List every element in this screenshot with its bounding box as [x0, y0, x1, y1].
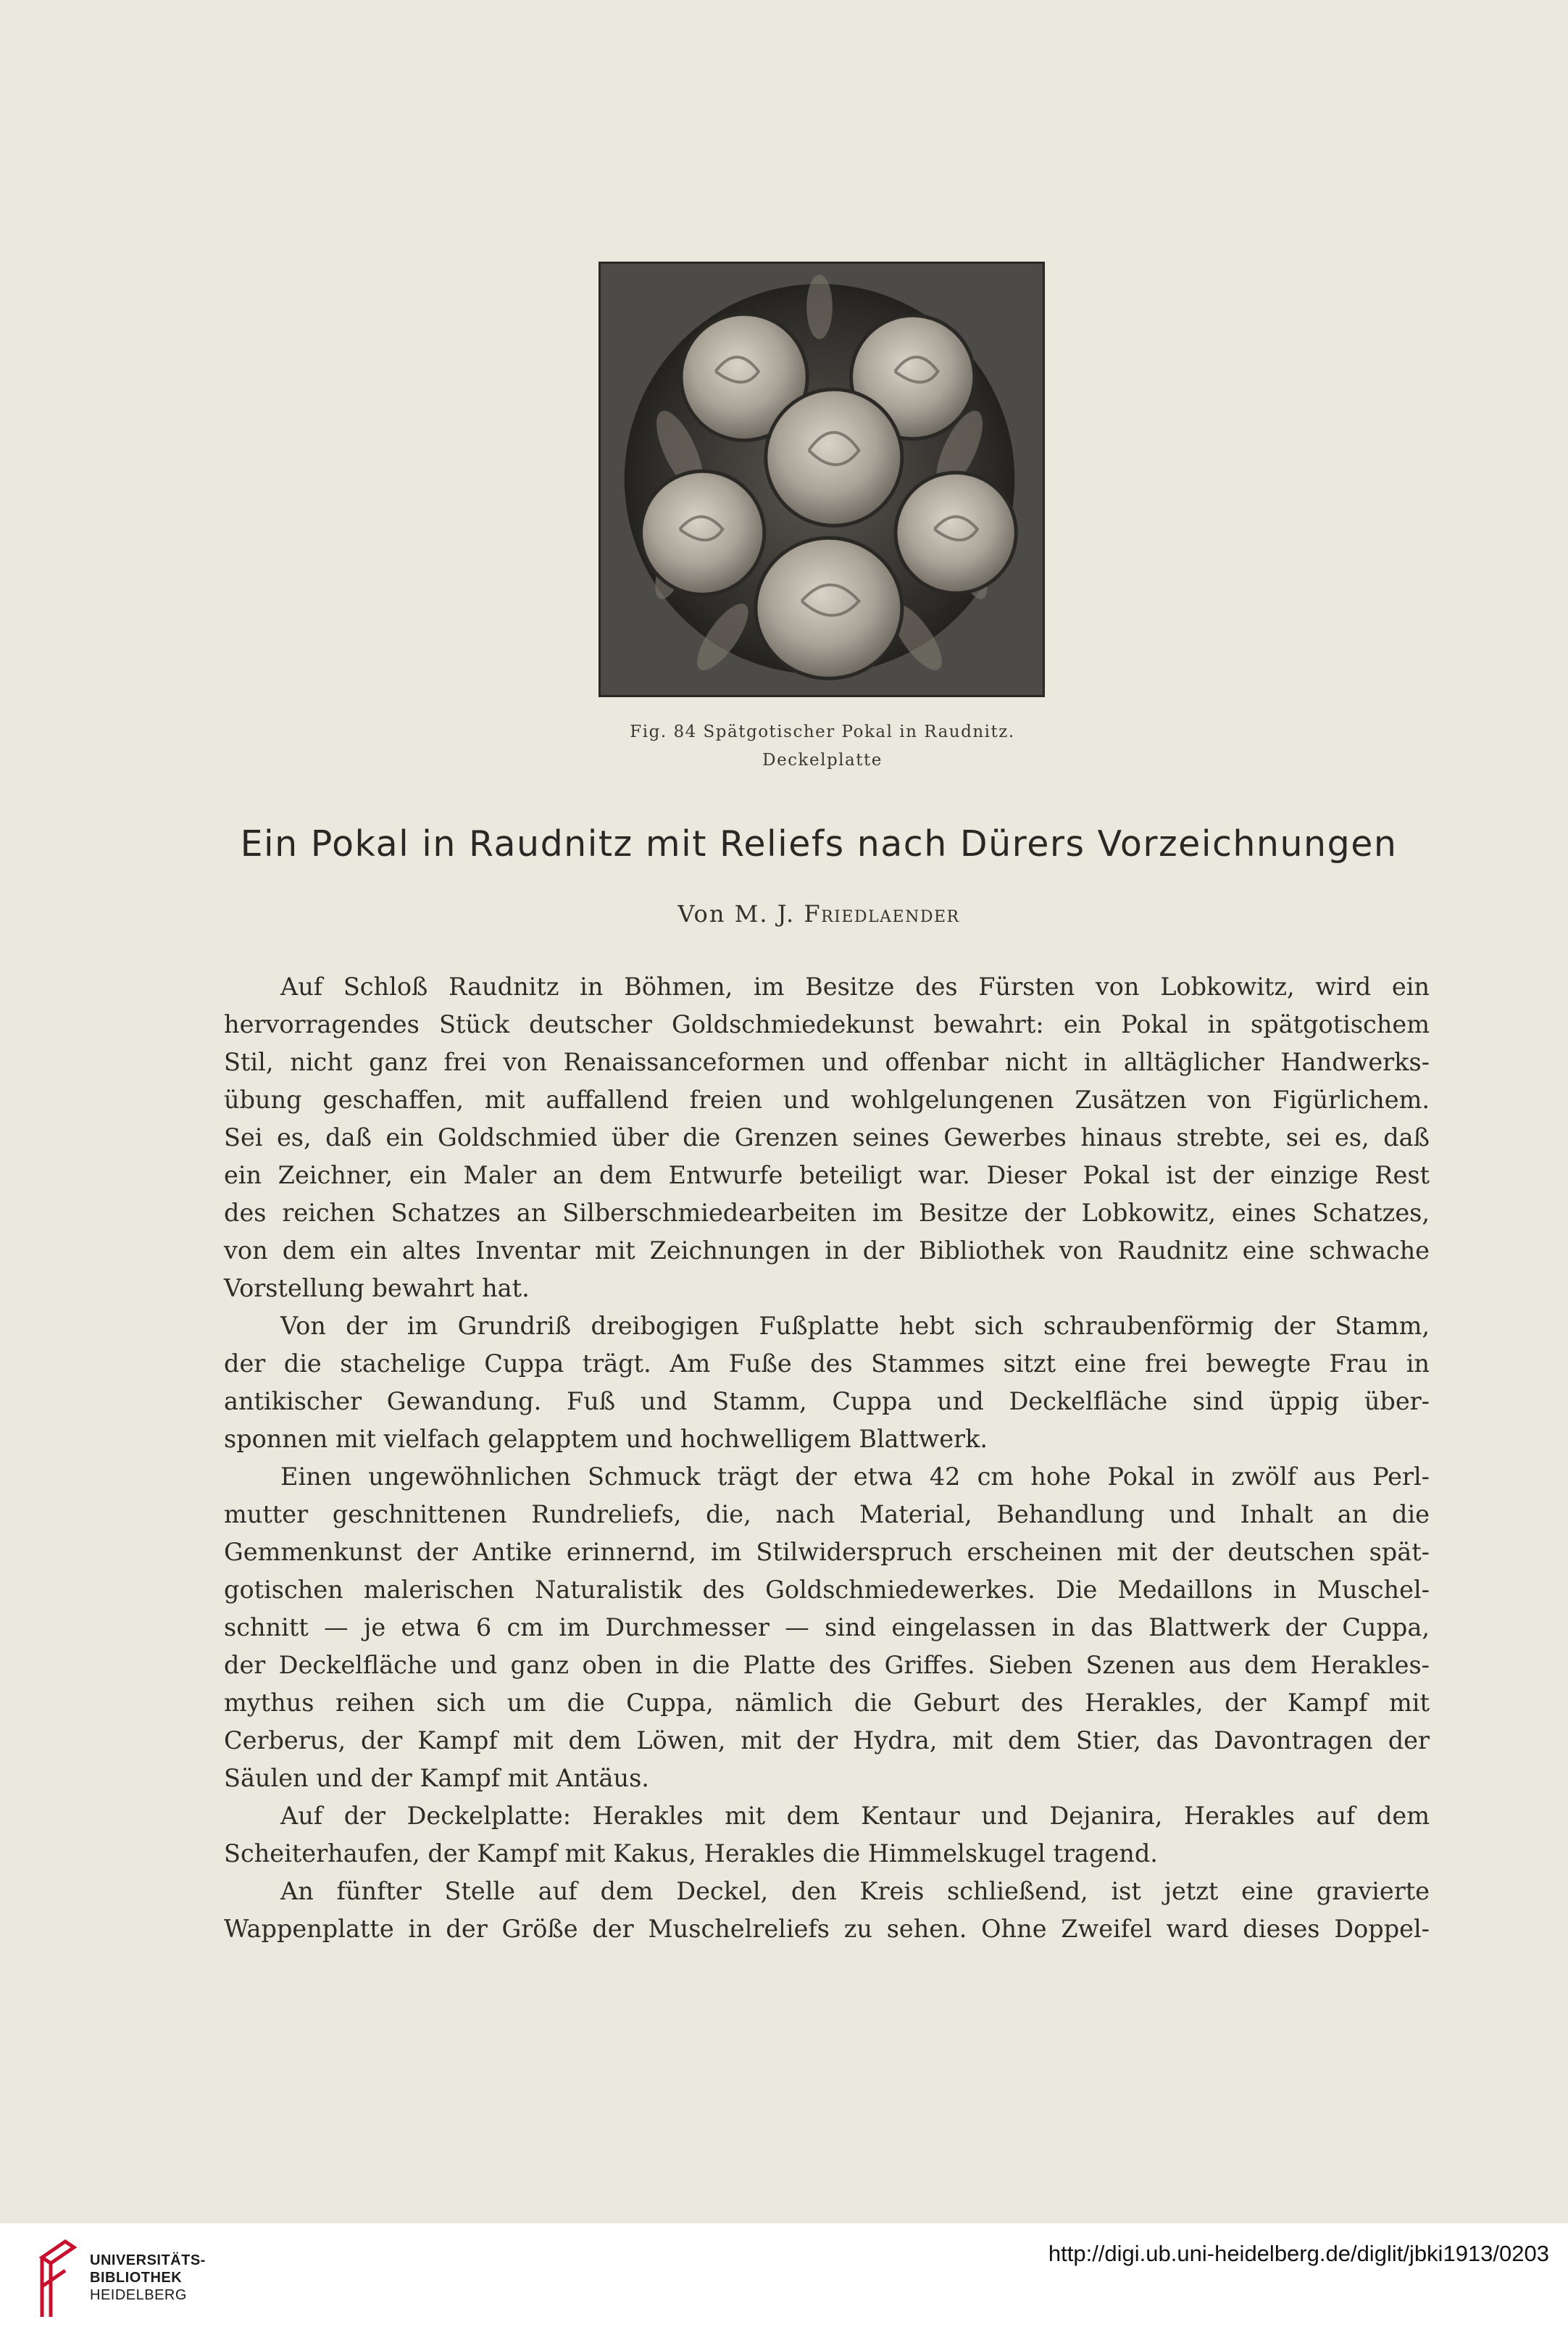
- text-line: hervorragendes Stück deutscher Goldschmiedekunst bewahrt: ein Pokal in spätgotischem: [224, 1010, 1430, 1039]
- text-line: Einen ungewöhnlichen Schmuck trägt der etwa 42 cm hohe Pokal in zwölf aus Perl-: [280, 1462, 1430, 1491]
- text-line: sponnen mit vielfach gelapptem und hochwelligem Blattwerk.: [224, 1425, 988, 1453]
- text-line: Cerberus, der Kampf mit dem Löwen, mit der Hydra, mit dem Stier, das Davontragen der: [224, 1726, 1430, 1755]
- text-line: Auf der Deckelplatte: Herakles mit dem Kentaur und Dejanira, Herakles auf dem: [280, 1802, 1430, 1830]
- text-line: Vorstellung bewahrt hat.: [224, 1274, 530, 1302]
- text-line: Säulen und der Kampf mit Antäus.: [224, 1764, 649, 1792]
- text-line: des reichen Schatzes an Silberschmiedearbeiten im Besitze der Lobkowitz, eines Schatzes,: [224, 1199, 1430, 1227]
- library-name-line2: BIBLIOTHEK: [90, 2270, 183, 2286]
- text-line: Stil, nicht ganz frei von Renaissanceformen und offenbar nicht in alltäglicher Handwerks-: [224, 1048, 1430, 1076]
- figure-cup-lid-photo: [599, 262, 1045, 697]
- text-line: der die stachelige Cuppa trägt. Am Fuße des Stammes sitzt eine frei bewegte Frau in: [224, 1349, 1430, 1378]
- article-byline: [145, 900, 1493, 928]
- text-line: Sei es, daß ein Goldschmied über die Grenzen seines Gewerbes hinaus strebte, sei es, daß: [224, 1123, 1430, 1152]
- figure-caption: Fig. 84 Spätgotischer Pokal in Raudnitz.: [630, 723, 1015, 741]
- text-line: übung geschaffen, mit auffallend freien und wohlgelungenen Zusätzen von Figürlichem.: [224, 1086, 1430, 1114]
- university-library-logo-icon[interactable]: [36, 2236, 80, 2323]
- text-line: der Deckelfläche und ganz oben in die Platte des Griffes. Sieben Szenen aus dem Herakles-: [224, 1651, 1430, 1679]
- text-line: Von der im Grundriß dreibogigen Fußplatte hebt sich schraubenförmig der Stamm,: [280, 1312, 1430, 1340]
- text-line: mutter geschnittenen Rundreliefs, die, nach Material, Behandlung und Inhalt an die: [224, 1500, 1430, 1528]
- library-name: [90, 2252, 206, 2304]
- figure-caption-subtitle: Deckelplatte: [762, 751, 883, 770]
- byline-prefix: Von M. J.: [677, 900, 796, 928]
- text-line: Gemmenkunst der Antike erinnernd, im Stilwiderspruch erscheinen mit der deutschen spät-: [224, 1538, 1430, 1566]
- text-line: gotischen malerischen Naturalistik des Goldschmiedewerkes. Die Medaillons in Muschel-: [224, 1576, 1430, 1604]
- text-line: Scheiterhaufen, der Kampf mit Kakus, Herakles die Himmelskugel tragend.: [224, 1839, 1158, 1868]
- library-name-line1: UNIVERSITÄTS-: [90, 2252, 206, 2268]
- text-line: ein Zeichner, ein Maler an dem Entwurfe beteiligt war. Dieser Pokal ist der einzige Rest: [224, 1161, 1430, 1189]
- text-line: An fünfter Stelle auf dem Deckel, den Kreis schließend, ist jetzt eine gravierte: [280, 1877, 1430, 1905]
- text-line: von dem ein altes Inventar mit Zeichnungen in der Bibliothek von Raudnitz eine schwache: [224, 1236, 1430, 1265]
- permalink-url[interactable]: http://digi.ub.uni-heidelberg.de/diglit/jbki1913/0203: [1048, 2241, 1549, 2266]
- text-line: schnitt — je etwa 6 cm im Durchmesser — sind eingelassen in das Blattwerk der Cuppa,: [224, 1613, 1430, 1641]
- byline-author: Friedlaender: [804, 900, 960, 928]
- text-line: Wappenplatte in der Größe der Muschelreliefs zu sehen. Ohne Zweifel ward dieses Doppel-: [224, 1915, 1430, 1943]
- library-name-line3: HEIDELBERG: [90, 2287, 187, 2303]
- text-line: Auf Schloß Raudnitz in Böhmen, im Besitze des Fürsten von Lobkowitz, wird ein: [280, 973, 1430, 1001]
- cup-lid-illustration: [601, 264, 1043, 695]
- text-line: mythus reihen sich um die Cuppa, nämlich die Geburt des Herakles, der Kampf mit: [224, 1689, 1430, 1717]
- text-line: antikischer Gewandung. Fuß und Stamm, Cuppa und Deckelfläche sind üppig über-: [224, 1387, 1430, 1415]
- article-title: Ein Pokal in Raudnitz mit Reliefs nach Dürers Vorzeichnungen: [240, 823, 1398, 865]
